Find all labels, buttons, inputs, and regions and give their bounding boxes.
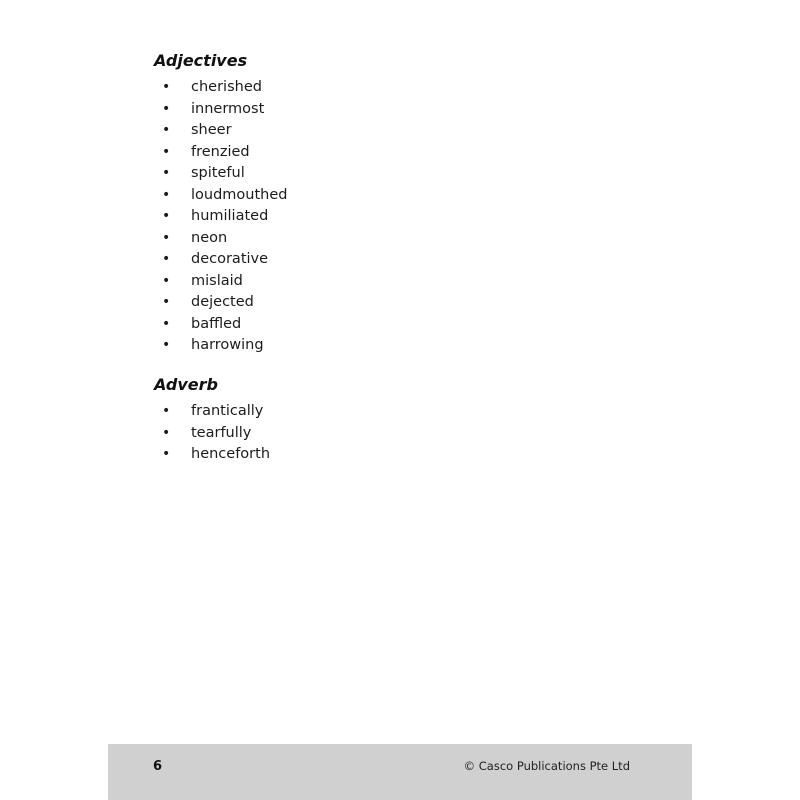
bullet-icon: •	[162, 251, 171, 267]
list-item	[154, 271, 247, 293]
word-text: neon	[191, 229, 228, 246]
list-item	[154, 314, 247, 336]
list-item	[154, 292, 254, 314]
list-item	[154, 228, 247, 250]
bullet-icon: •	[162, 79, 171, 95]
word-text: baffled	[191, 315, 242, 332]
bullet-icon: •	[162, 294, 171, 310]
bullet-icon: •	[162, 446, 171, 462]
list-item	[154, 99, 265, 121]
bullet-icon: •	[162, 272, 171, 289]
adverb-list	[154, 401, 271, 466]
list-item	[154, 163, 247, 185]
bullet-icon: •	[162, 100, 171, 117]
list-item	[154, 249, 269, 271]
word-text: loudmouthed	[191, 186, 288, 203]
word-text: harrowing	[191, 337, 264, 353]
list-item	[154, 120, 247, 142]
bullet-icon: •	[162, 337, 171, 353]
adverb-heading: Adverb	[154, 375, 218, 394]
word-text: frantically	[191, 403, 264, 419]
document-page	[108, 0, 692, 800]
list-item	[154, 185, 288, 207]
word-text: innermost	[191, 100, 265, 117]
list-item	[154, 401, 264, 423]
bullet-icon: •	[162, 403, 171, 419]
adjectives-heading: Adjectives	[154, 51, 248, 70]
page-number: 6	[153, 759, 163, 774]
bullet-icon: •	[162, 229, 171, 246]
list-item	[154, 206, 269, 228]
bullet-icon: •	[162, 143, 171, 160]
word-text: tearfully	[191, 424, 252, 441]
adjectives-section	[154, 51, 288, 357]
word-text: mislaid	[191, 272, 243, 289]
bullet-icon: •	[162, 208, 171, 224]
bullet-icon: •	[162, 186, 171, 203]
word-text: cherished	[191, 79, 262, 95]
word-text: humiliated	[191, 208, 269, 224]
word-text: sheer	[191, 122, 232, 138]
word-text: henceforth	[191, 446, 271, 462]
page-footer	[108, 744, 692, 800]
list-item	[154, 444, 271, 466]
word-text: frenzied	[191, 143, 250, 160]
word-text: spiteful	[191, 165, 245, 181]
list-item	[154, 335, 264, 357]
bullet-icon: •	[162, 122, 171, 138]
list-item	[154, 142, 250, 164]
bullet-icon: •	[162, 165, 171, 181]
bullet-icon: •	[162, 315, 171, 332]
bullet-icon: •	[162, 424, 171, 441]
word-text: dejected	[191, 294, 254, 310]
list-item	[154, 77, 262, 99]
adjectives-list	[154, 77, 288, 357]
adverb-section	[154, 375, 271, 466]
copyright-notice: © Casco Publications Pte Ltd	[463, 759, 630, 773]
list-item	[154, 423, 252, 445]
word-text: decorative	[191, 251, 269, 267]
